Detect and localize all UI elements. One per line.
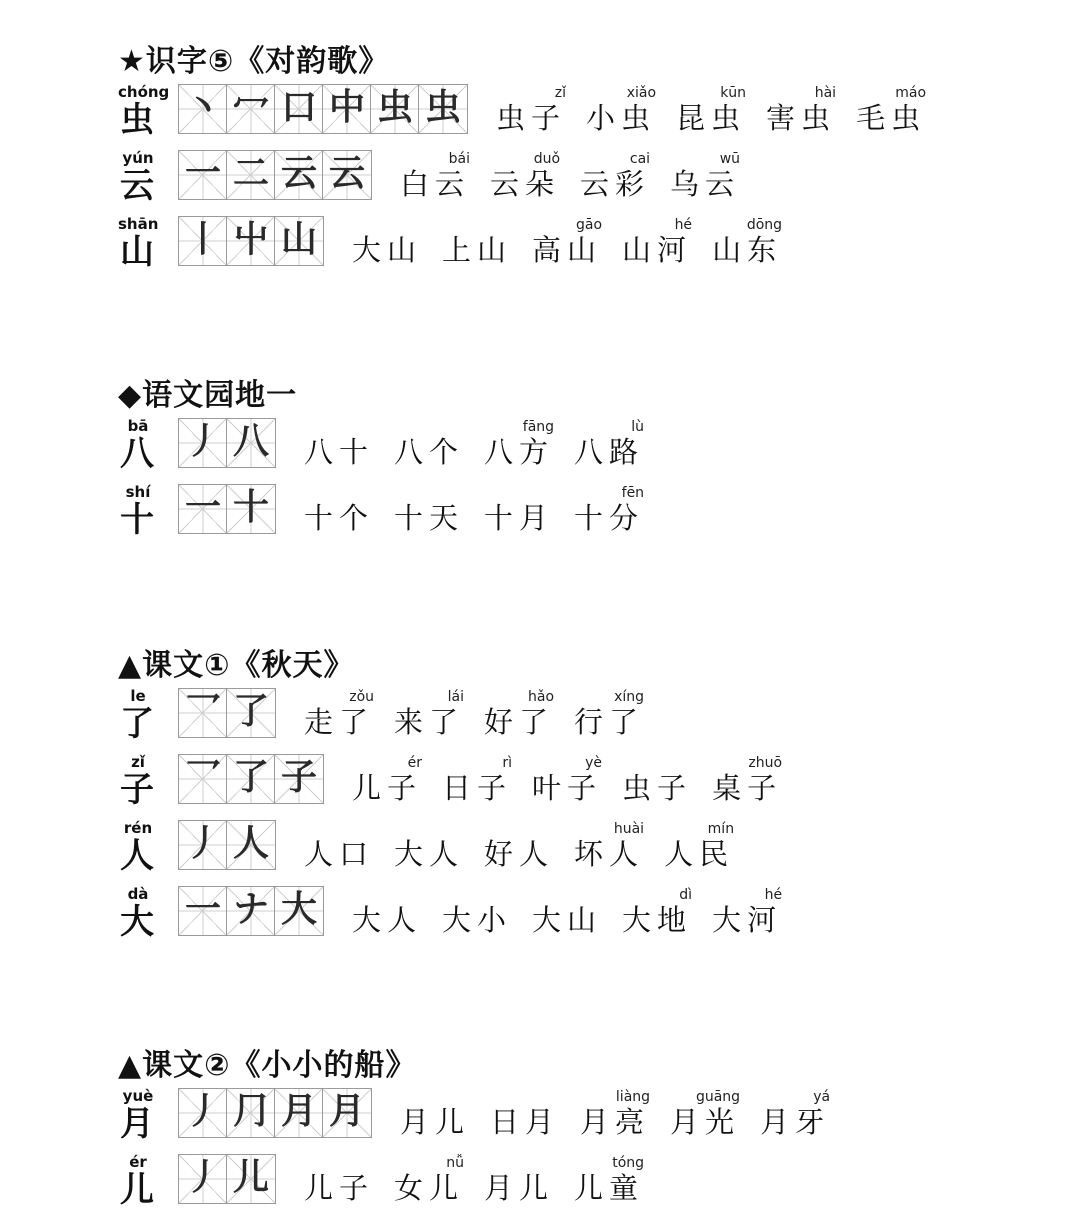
word-pinyin: nǚ (446, 1155, 465, 1171)
character-glyph: 了 (120, 704, 154, 744)
word-pinyin: xiǎo (626, 85, 657, 101)
vocab-word (394, 822, 464, 874)
word-pinyin: mín (707, 821, 735, 837)
word-pinyin: rì (502, 755, 513, 771)
vocab-word (484, 690, 554, 742)
character-row (118, 149, 741, 216)
vocab-word (532, 218, 602, 270)
vocab-word (400, 1090, 470, 1142)
word-text: 虫子 (622, 771, 693, 805)
stroke-order-grid (178, 216, 324, 266)
word-text: 十个 (304, 501, 375, 535)
stroke-step: 月 (328, 1091, 365, 1132)
word-text: 上山 (442, 233, 513, 267)
word-text: 人民 (664, 837, 735, 871)
character-pinyin: shí (125, 483, 151, 501)
word-pinyin: lái (447, 689, 465, 705)
character-pinyin: bā (127, 417, 149, 435)
stroke-order-grid (178, 418, 276, 468)
stroke-step: 丿 (184, 1157, 221, 1198)
word-text: 大地 (622, 903, 693, 937)
vocab-word (304, 822, 374, 874)
vocab-word (484, 486, 554, 538)
stroke-step: 虫 (376, 87, 413, 128)
vocab-word (622, 888, 692, 940)
word-text: 月牙 (760, 1105, 831, 1139)
stroke-cell (179, 217, 227, 265)
vocab-word (670, 152, 740, 204)
stroke-step: 大 (280, 889, 317, 930)
stroke-cell (227, 887, 275, 935)
stroke-order-grid (178, 1154, 276, 1204)
character-pinyin: zǐ (131, 753, 145, 771)
word-pinyin: yè (585, 755, 603, 771)
vocab-word (664, 822, 734, 874)
word-text: 云彩 (580, 167, 651, 201)
vocab-word (304, 486, 374, 538)
stroke-step: 乛 (184, 757, 221, 798)
character-pinyin: ér (129, 1153, 147, 1171)
stroke-cell (275, 217, 323, 265)
stroke-step: 儿 (232, 1157, 269, 1198)
lesson-section (118, 1044, 831, 1220)
word-list (304, 486, 644, 538)
character-glyph: 人 (120, 836, 154, 876)
stroke-cell (227, 755, 275, 803)
word-text: 山河 (622, 233, 693, 267)
word-text: 八十 (304, 435, 375, 469)
vocab-word (712, 218, 782, 270)
vocab-word (484, 822, 554, 874)
stroke-order-grid (178, 150, 372, 200)
word-pinyin: fāng (522, 419, 555, 435)
stroke-cell (179, 821, 227, 869)
vocab-word (490, 1090, 560, 1142)
lesson-section (118, 40, 927, 282)
stroke-step: 云 (328, 153, 365, 194)
word-pinyin: ér (407, 755, 423, 771)
stroke-cell (419, 85, 467, 133)
vocab-word (574, 822, 644, 874)
word-text: 昆虫 (676, 101, 747, 135)
word-pinyin: fēn (621, 485, 645, 501)
word-pinyin: liàng (615, 1089, 651, 1105)
stroke-step: 丶 (184, 87, 221, 128)
character-pinyin: le (130, 687, 146, 705)
stroke-order-grid (178, 820, 276, 870)
character-pinyin: shān (118, 215, 159, 233)
vocab-word (574, 420, 644, 472)
stroke-cell (275, 887, 323, 935)
stroke-cell (227, 1155, 275, 1203)
vocab-word (352, 888, 422, 940)
vocab-word (712, 888, 782, 940)
word-text: 月儿 (400, 1105, 471, 1139)
word-list (496, 86, 926, 138)
word-text: 儿子 (304, 1171, 375, 1205)
stroke-cell (179, 151, 227, 199)
vocab-word (574, 486, 644, 538)
word-pinyin: gāo (576, 217, 603, 233)
character-row (118, 1087, 831, 1154)
stroke-step: 乛 (184, 691, 221, 732)
word-text: 儿童 (574, 1171, 645, 1205)
word-text: 月光 (670, 1105, 741, 1139)
stroke-order-grid (178, 886, 324, 936)
word-pinyin: duǒ (533, 151, 561, 167)
vocab-word (304, 690, 374, 742)
vocab-word (400, 152, 470, 204)
word-pinyin: xíng (614, 689, 645, 705)
character-pinyin: yuè (122, 1087, 154, 1105)
stroke-cell (227, 151, 275, 199)
character-row (118, 687, 645, 754)
stroke-step: 了 (232, 691, 269, 732)
character-pinyin: rén (123, 819, 153, 837)
vocab-word (352, 756, 422, 808)
word-pinyin: zhuō (748, 755, 783, 771)
stroke-step: 人 (232, 823, 269, 864)
character-row (118, 885, 783, 952)
vocab-word (532, 888, 602, 940)
word-text: 女儿 (394, 1171, 465, 1205)
word-pinyin: dōng (746, 217, 783, 233)
stroke-cell (323, 151, 371, 199)
word-pinyin: dì (679, 887, 693, 903)
word-text: 月儿 (484, 1171, 555, 1205)
word-text: 小虫 (586, 101, 657, 135)
stroke-order-grid (178, 84, 468, 134)
character-glyph: 月 (120, 1104, 154, 1144)
stroke-cell (227, 419, 275, 467)
stroke-step: 一 (184, 153, 221, 194)
word-text: 来了 (394, 705, 465, 739)
character-row (118, 753, 783, 820)
stroke-cell (227, 1089, 275, 1137)
stroke-order-grid (178, 484, 276, 534)
word-list (304, 1156, 644, 1208)
section-title: ◆语文园地一 (118, 378, 298, 413)
stroke-cell (227, 85, 275, 133)
word-text: 叶子 (532, 771, 603, 805)
word-pinyin: kūn (720, 85, 747, 101)
word-text: 八方 (484, 435, 555, 469)
word-list (352, 756, 782, 808)
vocab-word (484, 1156, 554, 1208)
character-pinyin: chóng (118, 83, 170, 101)
word-text: 大小 (442, 903, 513, 937)
stroke-step: 二 (232, 153, 269, 194)
word-pinyin: huài (613, 821, 645, 837)
word-text: 大人 (394, 837, 465, 871)
word-text: 八路 (574, 435, 645, 469)
section-title: ★识字⑤《对韵歌》 (118, 44, 390, 79)
stroke-cell (179, 485, 227, 533)
vocab-word (574, 690, 644, 742)
vocab-word (586, 86, 656, 138)
stroke-step: 虫 (424, 87, 461, 128)
word-text: 坏人 (574, 837, 645, 871)
stroke-cell (179, 755, 227, 803)
word-pinyin: guāng (695, 1089, 741, 1105)
word-list (304, 822, 734, 874)
word-text: 走了 (304, 705, 375, 739)
word-text: 大河 (712, 903, 783, 937)
vocab-word (496, 86, 566, 138)
character-row (118, 819, 735, 886)
stroke-step: 月 (280, 1091, 317, 1132)
stroke-step: 中 (328, 87, 365, 128)
stroke-step: ナ (232, 889, 269, 930)
word-text: 桌子 (712, 771, 783, 805)
stroke-cell (371, 85, 419, 133)
vocab-word (484, 420, 554, 472)
vocab-word (574, 1156, 644, 1208)
character-glyph: 虫 (120, 100, 154, 140)
word-pinyin: tóng (612, 1155, 645, 1171)
word-text: 日子 (442, 771, 513, 805)
vocab-word (394, 420, 464, 472)
word-text: 月亮 (580, 1105, 651, 1139)
word-text: 云朵 (490, 167, 561, 201)
word-text: 好了 (484, 705, 555, 739)
vocab-word (712, 756, 782, 808)
stroke-step: 了 (232, 757, 269, 798)
word-pinyin: zǐ (554, 85, 567, 101)
word-text: 大山 (532, 903, 603, 937)
stroke-step: 丿 (184, 421, 221, 462)
vocab-word (442, 756, 512, 808)
vocab-word (760, 1090, 830, 1142)
stroke-step: ⺆ (232, 1091, 269, 1132)
character-glyph: 八 (120, 434, 154, 474)
stroke-order-grid (178, 1088, 372, 1138)
character-row (118, 83, 927, 150)
word-text: 乌云 (670, 167, 741, 201)
stroke-step: 一 (184, 487, 221, 528)
character-row (118, 215, 783, 282)
section-title: ▲课文①《秋天》 (118, 648, 355, 683)
stroke-cell (323, 1089, 371, 1137)
vocab-word (394, 486, 464, 538)
stroke-cell (227, 821, 275, 869)
vocab-word (304, 420, 374, 472)
word-text: 害虫 (766, 101, 837, 135)
vocab-word (766, 86, 836, 138)
word-pinyin: hé (764, 887, 783, 903)
vocab-word (676, 86, 746, 138)
word-list (400, 152, 740, 204)
vocab-word (304, 1156, 374, 1208)
word-list (304, 420, 644, 472)
word-text: 白云 (400, 167, 471, 201)
character-glyph: 十 (120, 500, 154, 540)
vocab-word (580, 152, 650, 204)
vocab-word (856, 86, 926, 138)
stroke-cell (179, 85, 227, 133)
word-list (400, 1090, 830, 1142)
vocab-word (580, 1090, 650, 1142)
character-glyph: 儿 (120, 1170, 154, 1210)
word-text: 十天 (394, 501, 465, 535)
character-glyph: 子 (120, 770, 154, 810)
word-text: 十月 (484, 501, 555, 535)
character-row (118, 417, 645, 484)
word-text: 儿子 (352, 771, 423, 805)
word-text: 高山 (532, 233, 603, 267)
word-text: 虫子 (496, 101, 567, 135)
vocab-word (622, 756, 692, 808)
character-row (118, 483, 645, 550)
word-pinyin: yá (813, 1089, 831, 1105)
word-text: 大人 (352, 903, 423, 937)
stroke-step: 云 (280, 153, 317, 194)
word-pinyin: hài (814, 85, 837, 101)
stroke-cell (179, 419, 227, 467)
stroke-cell (275, 85, 323, 133)
character-glyph: 大 (120, 902, 154, 942)
word-list (304, 690, 644, 742)
stroke-step: 山 (280, 219, 317, 260)
stroke-step: 十 (232, 487, 269, 528)
stroke-cell (179, 1089, 227, 1137)
word-pinyin: cai (629, 151, 651, 167)
character-glyph: 山 (120, 232, 154, 272)
vocab-word (670, 1090, 740, 1142)
lesson-section (118, 374, 645, 550)
word-text: 八个 (394, 435, 465, 469)
stroke-step: 丿 (184, 823, 221, 864)
character-pinyin: dà (127, 885, 149, 903)
vocab-word (442, 888, 512, 940)
word-pinyin: máo (895, 85, 927, 101)
word-pinyin: lù (631, 419, 645, 435)
stroke-step: 丨 (184, 219, 221, 260)
character-pinyin: yún (122, 149, 154, 167)
stroke-cell (275, 151, 323, 199)
word-text: 人口 (304, 837, 375, 871)
stroke-step: 屮 (232, 219, 269, 260)
word-text: 大山 (352, 233, 423, 267)
lesson-section (118, 644, 783, 952)
stroke-cell (179, 689, 227, 737)
section-title: ▲课文②《小小的船》 (118, 1048, 417, 1083)
word-text: 山东 (712, 233, 783, 267)
stroke-step: 八 (232, 421, 269, 462)
stroke-step: 子 (280, 757, 317, 798)
word-pinyin: bái (448, 151, 471, 167)
vocab-word (442, 218, 512, 270)
stroke-order-grid (178, 754, 324, 804)
word-text: 行了 (574, 705, 645, 739)
stroke-cell (275, 1089, 323, 1137)
character-row (118, 1153, 645, 1220)
word-list (352, 888, 782, 940)
stroke-cell (179, 1155, 227, 1203)
word-pinyin: zǒu (349, 689, 375, 705)
word-pinyin: wū (719, 151, 741, 167)
vocab-word (352, 218, 422, 270)
stroke-step: 丿 (184, 1091, 221, 1132)
vocab-word (622, 218, 692, 270)
word-text: 好人 (484, 837, 555, 871)
stroke-step: 一 (184, 889, 221, 930)
stroke-cell (323, 85, 371, 133)
character-glyph: 云 (120, 166, 154, 206)
stroke-cell (179, 887, 227, 935)
word-text: 日月 (490, 1105, 561, 1139)
vocab-word (394, 1156, 464, 1208)
vocab-word (532, 756, 602, 808)
word-text: 十分 (574, 501, 645, 535)
word-pinyin: hé (674, 217, 693, 233)
vocab-word (490, 152, 560, 204)
stroke-cell (227, 217, 275, 265)
word-list (352, 218, 782, 270)
stroke-order-grid (178, 688, 276, 738)
word-text: 毛虫 (856, 101, 927, 135)
stroke-cell (227, 485, 275, 533)
stroke-cell (227, 689, 275, 737)
word-pinyin: hǎo (528, 689, 555, 705)
vocab-word (394, 690, 464, 742)
stroke-step: 冖 (232, 87, 269, 128)
stroke-step: 口 (280, 87, 317, 128)
stroke-cell (275, 755, 323, 803)
